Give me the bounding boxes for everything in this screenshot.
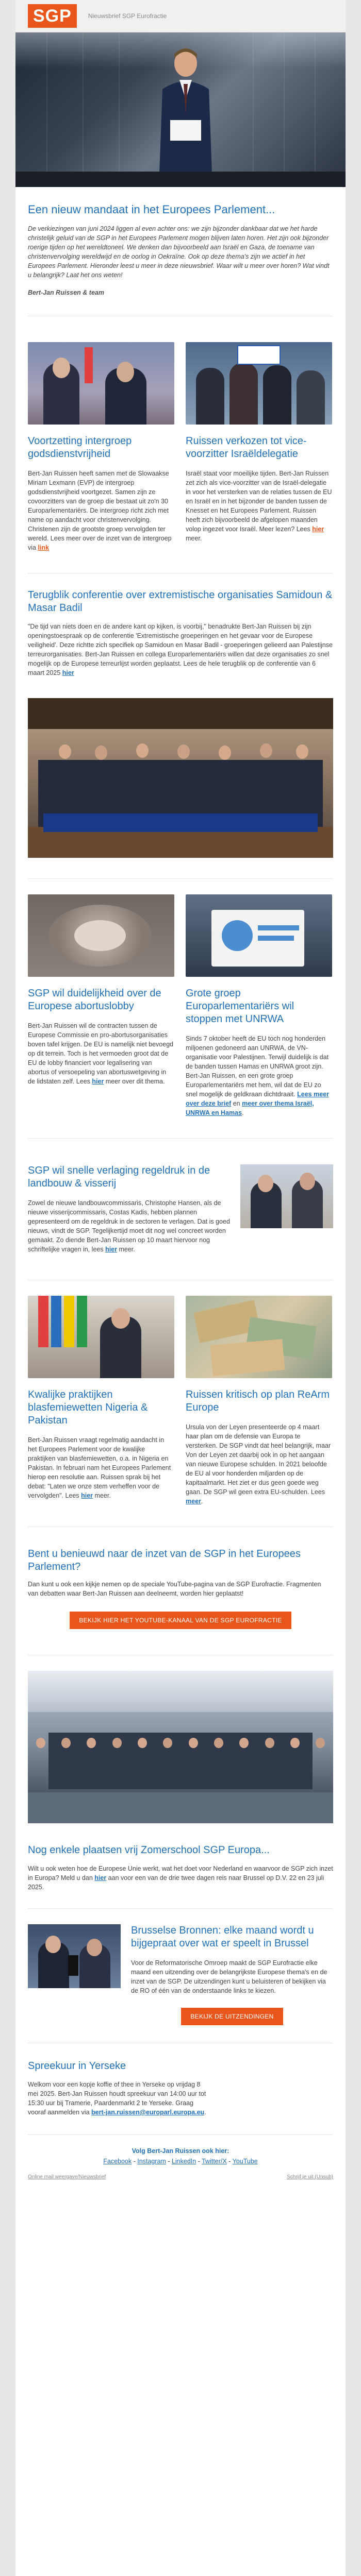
article-rearm bbox=[186, 1296, 332, 1506]
facebook-link[interactable]: Facebook bbox=[103, 2158, 132, 2165]
landbouw-link[interactable]: hier bbox=[105, 1246, 118, 1253]
abortus-link[interactable]: hier bbox=[92, 1078, 104, 1085]
abortus-photo bbox=[28, 894, 174, 977]
unrwa-title: Grote groep Europarlementariërs wil stoppen met UNRWA bbox=[186, 988, 294, 1025]
intro-title: Een nieuw mandaat in het Europees Parlement... bbox=[28, 203, 275, 216]
israel-link[interactable]: hier bbox=[312, 526, 324, 533]
israel-body: Israël staat voor moeilijke tijden. Bert-Jan Ruissen zet zich als vice-voorzitter van de Israël-delegatie in voor het versterken van de relaties tussen de EU en Israël en in het bijzonder de banden tussen de Knesset en het Europees Parlement. Ruissen heeft zich bijvoorbeeld de afgelopen maanden volop ingezet voor Israël. Meer lezen? Lees hier meer. bbox=[186, 470, 332, 542]
hero-photo bbox=[15, 32, 346, 187]
zomerschool-link[interactable]: hier bbox=[94, 1874, 107, 1882]
footer bbox=[15, 2147, 346, 2165]
twitter-link[interactable]: Twitter/X bbox=[202, 2158, 227, 2165]
spreekuur-body: Welkom voor een kopje koffie of thee in Yerseke op vrijdag 8 mei 2025. Bert-Jan Ruissen houdt spreekuur van 14:00 uur tot 15:30 uur bij Tramerie, Paardenmarkt 2 te Yerseke. Graag vooraf aanmelden via bert-jan.ruissen@europarl.europa.eu. bbox=[28, 2081, 206, 2116]
intro-section bbox=[15, 187, 346, 297]
intro-signature: Bert-Jan Ruissen & team bbox=[28, 289, 104, 296]
article-israel bbox=[186, 342, 332, 552]
intergroep-body: Bert-Jan Ruissen heeft samen met de Slowaakse Miriam Lexmann (EVP) de intergroep godsdienstvrijheid voortgezet. Samen zijn ze covoorzitters van de groep die bestaat uit zo'n 30 Europarlementariërs. De intergroep richt zich met name op aandacht voor christenvervolging. Christenen zijn de grootste groep vervolgden ter wereld. Lees meer over de inzet van de intergroep via link bbox=[28, 470, 172, 551]
youtube-title: Bent u benieuwd naar de inzet van de SGP in het Europees Parlement? bbox=[28, 1548, 301, 1572]
landbouw-body: Zowel de nieuwe landbouwcommissaris, Christophe Hansen, als de nieuwe visserijcommissaris, Costas Kadis, hebben plannen gepresenteerd om de regeldruk in de sectoren te verlagen. Dat is goed nieuws, vindt de SGP. Tegelijkertijd moet dit nog wel concreet worden gemaakt. Zo diende Bert-Jan Ruissen op 10 maart hiervoor nog schriftelijke vragen in, lees hier meer. bbox=[28, 1199, 230, 1253]
youtube-link[interactable]: YouTube bbox=[232, 2158, 258, 2165]
footer-small-links bbox=[15, 2174, 346, 2180]
footer-follow: Volg Bert-Jan Ruissen ook hier: bbox=[132, 2147, 229, 2155]
brusselse-title: Brusselse Bronnen: elke maand wordt u bijgepraat over wat er speelt in Brussel bbox=[131, 1925, 314, 1949]
online-view-link[interactable]: Online mail weergave/Nieuwsbrief bbox=[28, 2174, 106, 2180]
article-landbouw bbox=[15, 1164, 346, 1254]
unrwa-photo bbox=[186, 894, 332, 977]
landbouw-title: SGP wil snelle verlaging regeldruk in de landbouw & visserij bbox=[28, 1165, 210, 1189]
article-unrwa bbox=[186, 894, 332, 1117]
spreekuur-email-link[interactable]: bert-jan.ruissen@europarl.europa.eu bbox=[91, 2109, 205, 2116]
intergroep-photo bbox=[28, 342, 174, 425]
header bbox=[15, 0, 346, 32]
brusselse-body: Voor de Reformatorische Omroep maakt de SGP Eurofractie elke maand een uitzending over de belangrijkste Europese thema's en de inzet van de SGP. De uitzendingen kunt u beluisteren of bekijken via de RO of één van de onderstaande links te kiezen. bbox=[131, 1959, 327, 1994]
article-row-1 bbox=[15, 342, 346, 552]
linkedin-link[interactable]: LinkedIn bbox=[171, 2158, 196, 2165]
brusselse-photo bbox=[28, 1924, 121, 1988]
israel-photo bbox=[186, 342, 332, 425]
blasfemie-link[interactable]: hier bbox=[81, 1492, 93, 1499]
article-row-3 bbox=[15, 1296, 346, 1506]
rearm-photo bbox=[186, 1296, 332, 1378]
conferentie-link[interactable]: hier bbox=[62, 669, 74, 676]
abortus-body: Bert-Jan Ruissen wil de contracten tussen de Europese Commissie en pro-abortusorganisaties boven tafel krijgen. De EU is namelijk niet bevoegd op dit terrein. Toch is het vermoeden groot dat de EU de lobby financiert voor legalisering van abortus of versoepeling van abortuswetgeving in de lidstaten zelf. Lees hier meer over dit thema. bbox=[28, 1022, 174, 1085]
social-links: Facebook - Instagram - LinkedIn - Twitter/X - YouTube bbox=[103, 2158, 258, 2165]
article-abortus bbox=[28, 894, 174, 1117]
unrwa-link-brief[interactable]: Lees meer over deze brief bbox=[186, 1091, 329, 1107]
youtube-button[interactable]: BEKIJK HIER HET YOUTUBE-KANAAL VAN DE SGP EUROFRACTIE bbox=[70, 1612, 291, 1629]
zomerschool-photo bbox=[28, 1671, 333, 1823]
sgp-logo[interactable]: SGP bbox=[28, 4, 77, 28]
blasfemie-body: Bert-Jan Ruissen vraagt regelmatig aandacht in het Europees Parlement voor de kwalijke praktijken van blasfemiewetten, o.a. in Nigeria en Pakistan. In februari nam het Europees Parlement hierop een resolutie aan. Ruissen sprak bij het debat: "Laten we onze stem verheffen voor de vervolgden". Lees hier meer. bbox=[28, 1436, 171, 1499]
abortus-title: SGP wil duidelijkheid over de Europese abortuslobby bbox=[28, 988, 161, 1012]
brusselse-section bbox=[15, 1924, 346, 2025]
conferentie-photo bbox=[28, 698, 333, 858]
rearm-title: Ruissen kritisch op plan ReArm Europe bbox=[186, 1389, 330, 1413]
unrwa-body: Sinds 7 oktober heeft de EU toch nog honderden miljoenen gedoneerd aan UNRWA, de VN-organisatie voor Palestijnen. Terwijl duidelijk is dat de banden tussen Hamas en UNRWA groot zijn. Bert-Jan Ruissen, en een grote groep Europarlementariërs met hem, wil dat de EU zo snel mogelijk de geldkraan dichtdraait. Lees meer over deze brief en meer over thema Israël, UNRWA en Hamas. bbox=[186, 1035, 329, 1116]
landbouw-photo bbox=[240, 1164, 333, 1228]
zomerschool-section bbox=[15, 1671, 346, 1892]
article-blasfemie bbox=[28, 1296, 174, 1506]
youtube-body: Dan kunt u ook een kijkje nemen op de speciale YouTube-pagina van de SGP Eurofractie. Fragmenten van debatten waar Bert-Jan Ruissen aan deelneemt, worden hier geplaatst! bbox=[28, 1581, 321, 1597]
speaker-figure bbox=[155, 43, 217, 187]
article-conferentie bbox=[15, 589, 346, 858]
newsletter bbox=[15, 0, 346, 2576]
brusselse-button[interactable]: BEKIJK DE UITZENDINGEN bbox=[181, 2008, 283, 2025]
conferentie-title: Terugblik conferentie over extremistische organisaties Samidoun & Masar Badil bbox=[28, 589, 333, 614]
blasfemie-title: Kwalijke praktijken blasfemiewetten Nigeria & Pakistan bbox=[28, 1389, 148, 1426]
article-row-2 bbox=[15, 894, 346, 1117]
spreekuur-section bbox=[15, 2060, 346, 2117]
intergroep-link[interactable]: link bbox=[38, 544, 49, 551]
newsletter-issue: Nieuwsbrief SGP Eurofractie bbox=[88, 12, 167, 20]
blasfemie-photo bbox=[28, 1296, 174, 1378]
intro-body: De verkiezingen van juni 2024 liggen al even achter ons: we zijn bijzonder dankbaar dat we het harde christelijk geluid van de SGP in het Europees Parlement mogen blijven laten horen. Het zijn ook bijzonder roerige tijden op het wereldtoneel. We denken dan bijvoorbeeld aan Israël en Gaza, de toename van christenvervolging wereldwijd en de oorlog in Oekraïne. Ook op deze thema's zijn we actief in het Europees Parlement. Hieronder leest u meer in deze nieuwsbrief. Waar wilt u meer over horen? Wat vindt u belangrijk? Laat het ons weten! bbox=[28, 225, 330, 279]
israel-title: Ruissen verkozen tot vice-voorzitter Israëldelegatie bbox=[186, 435, 307, 460]
conferentie-body: "De tijd van niets doen en de andere kant op kijken, is voorbij," benadrukte Bert-Jan Ruissen bij zijn openingstoespraak op de conferentie 'Extremistische groeperingen en het gevaar voor de Europese veiligheid'. Deze richtte zich specifiek op Samidoun en Masar Badil - groeperingen gelieerd aan Palestijnse terreurorganisaties. Bert-Jan Ruissen en collega Europarlementariërs willen dat deze organisaties zo snel mogelijk op de Europese terreurlijst worden geplaatst. Lees de hele terugblik op de conferentie van 6 maart 2025 hier bbox=[28, 623, 333, 676]
zomerschool-title: Nog enkele plaatsen vrij Zomerschool SGP Europa... bbox=[28, 1844, 270, 1856]
youtube-section bbox=[15, 1548, 346, 1629]
unsubscribe-link[interactable]: Schrijf je uit (Unsub) bbox=[286, 2174, 333, 2180]
unrwa-link-thema[interactable]: meer over thema Israël, UNRWA en Hamas bbox=[186, 1100, 314, 1116]
rearm-link[interactable]: meer bbox=[186, 1498, 201, 1505]
instagram-link[interactable]: Instagram bbox=[137, 2158, 166, 2165]
article-intergroep bbox=[28, 342, 174, 552]
rearm-body: Ursula von der Leyen presenteerde op 4 maart haar plan om de defensie van Europa te versterken. De SGP vindt dat heel belangrijk, maar Von der Leyen zet daarbij ook in op het aangaan van nieuwe Europese schulden. In 2021 beloofde de EU al voor honderden miljarden op de kapitaalmarkt. Het ziet er dus geen goede weg gaan. De SGP wil geen extra EU-schulden. Lees meer. bbox=[186, 1423, 331, 1505]
spreekuur-title: Spreekuur in Yerseke bbox=[28, 2060, 126, 2072]
intergroep-title: Voortzetting intergroep godsdienstvrijheid bbox=[28, 435, 132, 460]
zomerschool-body: Wilt u ook weten hoe de Europese Unie werkt, wat het doet voor Nederland en waarvoor de SGP zich inzet in Europa? Meld u dan hier aan voor een van de drie twee dagen reis naar Brussel op D.V. 22 en 23 juli 2025. bbox=[28, 1865, 333, 1891]
